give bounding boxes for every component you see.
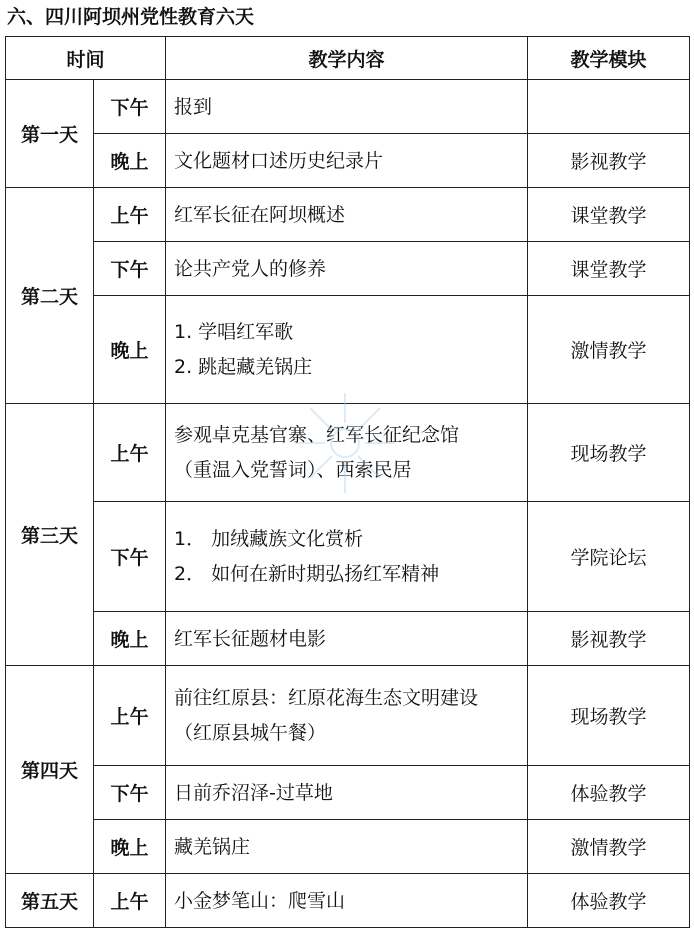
schedule-body	[6, 80, 690, 928]
schedule-row	[6, 80, 690, 134]
module-cell: 课堂教学	[528, 242, 690, 296]
content-line: （重温入党誓词）、西索民居	[174, 459, 412, 481]
period-label: 晚上	[94, 134, 166, 188]
content-cell	[166, 80, 528, 134]
module-cell	[528, 80, 690, 134]
schedule-row	[6, 820, 690, 874]
module-cell: 课堂教学	[528, 188, 690, 242]
period-label: 上午	[94, 666, 166, 766]
day-label: 第五天	[6, 874, 94, 928]
content-cell	[166, 404, 528, 502]
content-cell	[166, 502, 528, 612]
content-line: 红军长征在阿坝概述	[174, 203, 346, 226]
content-line: 1． 加绒藏族文化赏析	[174, 528, 364, 550]
schedule-row	[6, 242, 690, 296]
day-label: 第二天	[6, 188, 94, 404]
module-cell: 激情教学	[528, 820, 690, 874]
period-label: 下午	[94, 80, 166, 134]
content-line: 论共产党人的修养	[174, 257, 327, 280]
module-cell: 体验教学	[528, 874, 690, 928]
module-cell: 现场教学	[528, 404, 690, 502]
day-label: 第三天	[6, 404, 94, 666]
header-row	[6, 37, 690, 80]
content-line: 日前乔沼泽-过草地	[174, 781, 333, 804]
content-cell	[166, 820, 528, 874]
period-label: 晚上	[94, 820, 166, 874]
content-line: 藏羌锅庄	[174, 835, 251, 858]
schedule-row	[6, 612, 690, 666]
content-line: 参观卓克基官寨、红军长征纪念馆	[174, 424, 460, 446]
schedule-row	[6, 404, 690, 502]
header-module: 教学模块	[528, 37, 690, 80]
content-line: 红军长征题材电影	[174, 627, 327, 650]
module-cell: 激情教学	[528, 296, 690, 404]
schedule-row	[6, 296, 690, 404]
schedule-row	[6, 134, 690, 188]
day-label: 第四天	[6, 666, 94, 874]
module-cell: 影视教学	[528, 612, 690, 666]
content-line: （红原县城午餐）	[174, 722, 327, 744]
content-line: 小金梦笔山：爬雪山	[174, 889, 346, 912]
header-time: 时间	[6, 37, 166, 80]
content-cell	[166, 188, 528, 242]
period-label: 下午	[94, 242, 166, 296]
content-line: 前往红原县：红原花海生态文明建设	[174, 687, 479, 709]
period-label: 晚上	[94, 612, 166, 666]
period-label: 晚上	[94, 296, 166, 404]
period-label: 上午	[94, 874, 166, 928]
period-label: 下午	[94, 502, 166, 612]
content-cell	[166, 242, 528, 296]
content-cell	[166, 666, 528, 766]
section-heading: 六、四川阿坝州党性教育六天	[7, 6, 255, 28]
content-cell	[166, 296, 528, 404]
schedule-table	[5, 36, 690, 928]
header-content: 教学内容	[166, 37, 528, 80]
content-line: 文化题材口述历史纪录片	[174, 149, 384, 172]
module-cell: 影视教学	[528, 134, 690, 188]
content-line: 2. 跳起藏羌锅庄	[174, 356, 313, 378]
content-cell	[166, 874, 528, 928]
period-label: 上午	[94, 404, 166, 502]
day-label: 第一天	[6, 80, 94, 188]
content-line: 报到	[174, 95, 213, 118]
schedule-row	[6, 666, 690, 766]
module-cell: 体验教学	[528, 766, 690, 820]
content-line: 1. 学唱红军歌	[174, 321, 294, 343]
module-cell: 现场教学	[528, 666, 690, 766]
schedule-row	[6, 874, 690, 928]
content-cell	[166, 766, 528, 820]
schedule-row	[6, 766, 690, 820]
schedule-row	[6, 502, 690, 612]
period-label: 上午	[94, 188, 166, 242]
content-line: 2． 如何在新时期弘扬红军精神	[174, 563, 440, 585]
period-label: 下午	[94, 766, 166, 820]
module-cell: 学院论坛	[528, 502, 690, 612]
content-cell	[166, 134, 528, 188]
schedule-row	[6, 188, 690, 242]
content-cell	[166, 612, 528, 666]
